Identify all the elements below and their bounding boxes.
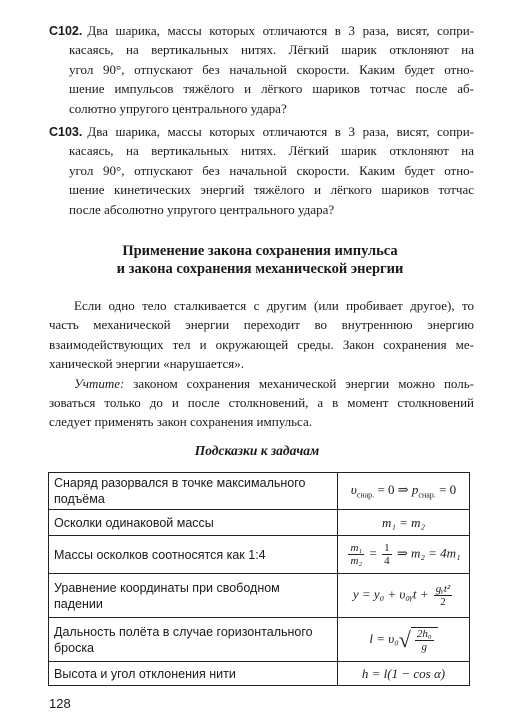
- table-row: [49, 536, 470, 574]
- paragraph-line: взаимодействующих тел и окружающей среды. Закон сохранения ме-: [49, 336, 474, 352]
- problem-line: угол 90°, отпускают без начальной скорости. Каким будет отно-: [69, 61, 474, 77]
- hint-formula: $\frac{\text{m₁}}{\text{m₂}}$ = $\frac{1}{4}$ ⇒ m₂ = 4m₁: [338, 536, 470, 574]
- problem-c102: [49, 21, 474, 118]
- problem-id: С103.: [49, 125, 83, 139]
- section-heading: [60, 242, 460, 278]
- page-number: 128: [49, 696, 71, 711]
- hint-formula: $\upsilon_{снар.} = 0$ ⇒ $p_{снар.} = 0$: [338, 473, 470, 510]
- table-row: [49, 510, 470, 536]
- sqrt-sign: √ $\frac{\text{2h₀}}{g}$: [399, 627, 438, 653]
- paragraph-line: следует применять закон сохранения импульса.: [49, 414, 312, 430]
- hint-condition: Уравнение координаты при свободном падении: [49, 574, 338, 618]
- problem-line: угол 90°, отпускают без начальной скорости. Каким будет отно-: [69, 162, 474, 178]
- table-row: [49, 618, 470, 662]
- hints-title: Подсказки к задачам: [194, 443, 320, 458]
- hint-formula: y = y₀ + υ₀ᵧt + $\frac{\text{gᵧt²}}{2}$: [338, 574, 470, 618]
- paragraph-line: Если одно тело сталкивается с другим (или пробивает другое), то: [74, 298, 474, 313]
- problem-line: Два шарика, массы которых отличаются в 3 раза, висят, сопри-: [87, 124, 474, 139]
- table-row: [49, 574, 470, 618]
- problem-line: после абсолютно упругого центрального удара?: [69, 201, 335, 217]
- paragraph-line: законом сохранения механической энергии можно поль-: [124, 375, 474, 391]
- hint-condition: Дальность полёта в случае горизонтального броска: [49, 618, 338, 662]
- problem-id: С102.: [49, 24, 83, 38]
- hints-table: [48, 472, 470, 686]
- paragraph-line: часть механической энергии переходит во внутреннюю энергию: [49, 317, 474, 333]
- hint-condition: Снаряд разорвался в точке максимального подъёма: [49, 473, 338, 510]
- problem-line: солютно упругого центрального удара?: [69, 100, 287, 116]
- table-row: [49, 662, 470, 686]
- problem-c103: [49, 122, 474, 219]
- problem-line: шение кинетических энергий тяжёлого и лёгкого шариков тотчас: [69, 182, 474, 198]
- problem-line: касаясь, на вертикальных нитях. Лёгкий шарик отклоняют на: [69, 42, 474, 58]
- hint-condition: Массы осколков соотносятся как 1:4: [49, 536, 338, 574]
- hint-formula: m₁ = m₂: [338, 510, 470, 536]
- note-label: Учтите:: [74, 375, 125, 391]
- paragraph-line: зоваться только до и после столкновений, а в момент столкновений: [49, 394, 474, 410]
- hint-formula: l = υ₀ √ $\frac{\text{2h₀}}{g}$: [338, 618, 470, 662]
- hint-condition: Высота и угол отклонения нити: [49, 662, 338, 686]
- hint-formula: h = l(1 − cos α): [338, 662, 470, 686]
- paragraph-line: ханической энергии «нарушается».: [49, 356, 245, 372]
- body-text: [49, 296, 474, 432]
- section-heading-line: и закона сохранения механической энергии: [116, 261, 404, 277]
- problem-line: Два шарика, массы которых отличаются в 3 раза, висят, сопри-: [87, 23, 474, 38]
- problem-line: касаясь, на вертикальных нитях. Лёгкий шарик отклоняют на: [69, 143, 474, 159]
- problem-line: шение импульсов тяжёлого и лёгкого шариков тотчас после аб-: [69, 81, 474, 97]
- table-row: [49, 473, 470, 510]
- section-heading-line: Применение закона сохранения импульса: [122, 243, 398, 259]
- hint-condition: Осколки одинаковой массы: [49, 510, 338, 536]
